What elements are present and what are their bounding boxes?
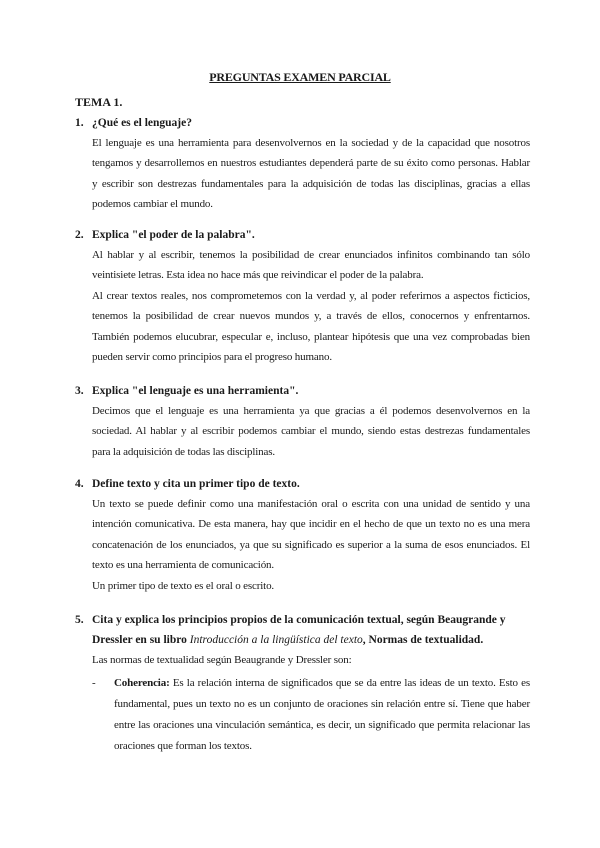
answer: [92, 494, 530, 596]
answer-paragraph: Al crear textos reales, nos comprometemos con la verdad y, al poder referirnos a aspectos ficticios, tenemos la posibilidad de crear nuevos mundos y, a través de ellos, conocernos y enfrentarnos. También podemos elucubrar, especular e, incluso, plantear hipótesis que una vez comprobadas bien pueden servir como principios para el progreso humano.: [92, 289, 530, 364]
question-2: [75, 225, 530, 367]
question-5: [75, 610, 530, 757]
answer-paragraph: Decimos que el lenguaje es una herramienta ya que gracias a él podemos desenvolvernos en la sociedad. Al hablar y al escribir podemos cambiar el mundo, siendo estas destrezas fundamentales para la adquisición de todas las disciplinas.: [92, 405, 530, 458]
question-1: [75, 113, 530, 215]
answer-paragraph: Un primer tipo de texto es el oral o escrito.: [92, 579, 275, 592]
question-number: 5.: [75, 614, 84, 626]
bullet-dash: -: [92, 677, 96, 690]
answer: [92, 401, 530, 462]
question-text-end: , Normas de textualidad.: [362, 634, 484, 646]
question-3: [75, 381, 530, 462]
question-number: 2.: [75, 229, 84, 241]
question-4: [75, 474, 530, 596]
bullet-term: Coherencia:: [114, 677, 170, 690]
question-heading: [75, 225, 530, 245]
answer: [92, 133, 530, 215]
bullet-body: Es la relación interna de significados que se da entre las ideas de un texto. Esto es fundamental, pues un texto no es un conjunto de oraciones sin relación entre sí. Tiene que haber entre las oraciones una vinculación semántica, es decir, un significado que permita relacionar las oraciones que forman los textos.: [114, 677, 530, 753]
question-text: Explica "el lenguaje es una herramienta".: [92, 385, 299, 397]
question-text: [92, 610, 530, 650]
question-heading: [75, 474, 530, 494]
answer-intro: Las normas de textualidad según Beaugrande y Dressler son:: [92, 654, 352, 666]
question-number: 3.: [75, 385, 84, 397]
question-heading: [75, 610, 530, 650]
bullet-text: [114, 673, 530, 757]
question-text: Define texto y cita un primer tipo de texto.: [92, 478, 300, 490]
answer: [92, 650, 530, 670]
document-title: PREGUNTAS EXAMEN PARCIAL: [209, 70, 391, 84]
section-heading: TEMA 1.: [75, 95, 123, 109]
book-title: Introducción a la lingüística del texto: [189, 634, 363, 646]
question-text-start: Cita y explica los principios propios de la comunicación textual, según Beaugrande y Dressler en su libro: [92, 614, 506, 646]
question-number: 1.: [75, 117, 84, 129]
question-text: Explica "el poder de la palabra".: [92, 229, 255, 241]
answer: [92, 245, 530, 367]
answer-paragraph: Un texto se puede definir como una manifestación oral o escrita con una unidad de sentido y una intención comunicativa. De esta manera, hay que incidir en el hecho de que un texto no es una mera concatenación de los enunciados, ya que su significado es superior a la suma de esos enunciados. El texto es una herramienta de comunicación.: [92, 498, 530, 572]
question-text: ¿Qué es el lenguaje?: [92, 117, 192, 129]
answer-paragraph: El lenguaje es una herramienta para desenvolvernos en la sociedad y de la capacidad que nosotros tengamos y desarrollemos en nuestros estudiantes dependerá parte de su éxito como personas. Hablar y escribir son destrezas fundamentales para la adquisición de todas las disciplinas, gracias a ellas podemos cambiar el mundo.: [92, 137, 530, 211]
answer-paragraph: Al hablar y al escribir, tenemos la posibilidad de crear enunciados infinitos combinando tan sólo veintisiete letras. Esta idea no hace más que reivindicar el poder de la palabra.: [92, 249, 530, 282]
question-heading: [75, 381, 530, 401]
list-item: [92, 673, 530, 757]
question-number: 4.: [75, 478, 84, 490]
question-heading: [75, 113, 530, 133]
